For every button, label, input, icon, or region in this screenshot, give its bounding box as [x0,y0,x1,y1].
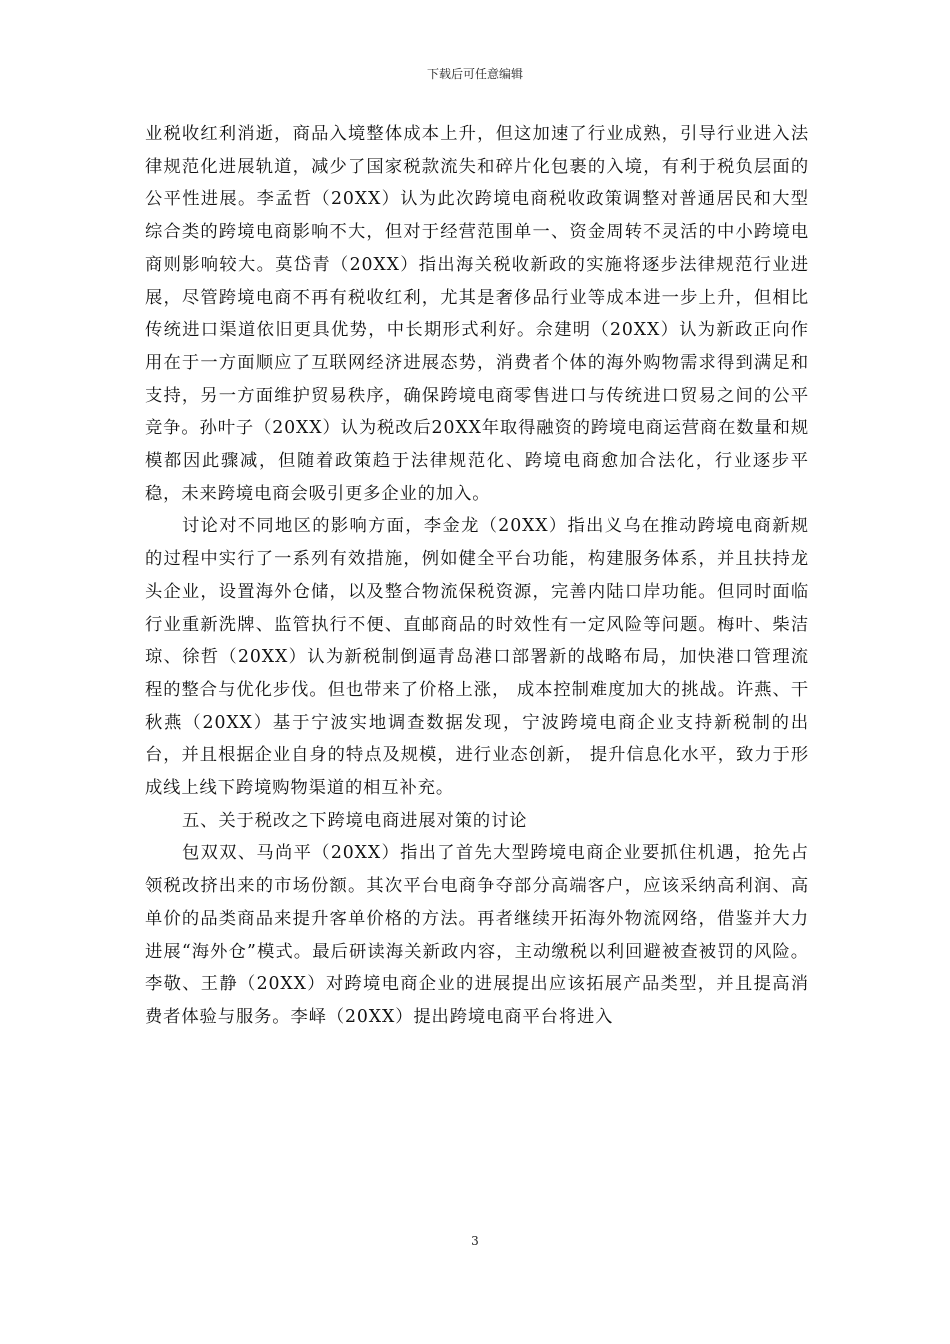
page-number: 3 [471,1234,479,1248]
page-header: 下载后可任意编辑 [426,67,523,81]
paragraph-regional-impact: 讨论对不同地区的影响方面，李金龙（20XX）指出义乌在推动跨境电商新规的过程中实行了一系列有效措施，例如健全平台功能，构建服务体系，并且扶持龙头企业，设置海外仓储，以及整合物流保税资源，完善内陆口岸功能。但同时面临行业重新洗牌、监管执行不便、直邮商品的时效性有一定风险等问题。梅叶、柴洁琼、徐哲（20XX）认为新税制倒逼青岛港口部署新的战略布局，加快港口管理流程的整合与优化步伐。但也带来了价格上涨， 成本控制难度加大的挑战。许燕、干秋燕（20XX）基于宁波实地调查数据发现，宁波跨境电商企业支持新税制的出台，并且根据企业自身的特点及规模，进行业态创新， 提升信息化水平，致力于形成线上线下跨境购物渠道的相互补充。 [145,516,809,799]
document-body [145,118,809,1034]
paragraph-continued: 业税收红利消逝，商品入境整体成本上升，但这加速了行业成熟，引导行业进入法律规范化进展轨道，减少了国家税款流失和碎片化包裹的入境，有利于税负层面的公平性进展。李孟哲（20XX）认为此次跨境电商税收政策调整对普通居民和大型综合类的跨境电商影响不大，但对于经营范围单一、资金周转不灵活的中小跨境电商则影响较大。莫岱青（20XX）指出海关税收新政的实施将逐步法律规范行业进展，尽管跨境电商不再有税收红利，尤其是奢侈品行业等成本进一步上升，但相比传统进口渠道依旧更具优势，中长期形式利好。佘建明（20XX）认为新政正向作用在于一方面顺应了互联网经济进展态势，消费者个体的海外购物需求得到满足和支持，另一方面维护贸易秩序，确保跨境电商零售进口与传统进口贸易之间的公平竞争。孙叶子（20XX）认为税改后20XX年取得融资的跨境电商运营商在数量和规模都因此骤减，但随着政策趋于法律规范化、跨境电商愈加合法化，行业逐步平稳，未来跨境电商会吸引更多企业的加入。 [145,124,810,504]
paragraph-countermeasures: 包双双、马尚平（20XX）指出了首先大型跨境电商企业要抓住机遇，抢先占领税改挤出来的市场份额。其次平台电商争夺部分高端客户，应该采纳高利润、高单价的品类商品来提升客单价格的方法。再者继续开拓海外物流网络，借鉴并大力进展“海外仓”模式。最后研读海关新政内容，主动缴税以利回避被查被罚的风险。李敬、王静（20XX）对跨境电商企业的进展提出应该拓展产品类型，并且提高消费者体验与服务。李峄（20XX）提出跨境电商平台将进入 [145,843,809,1027]
section-heading: 五、关于税改之下跨境电商进展对策的讨论 [182,810,528,831]
